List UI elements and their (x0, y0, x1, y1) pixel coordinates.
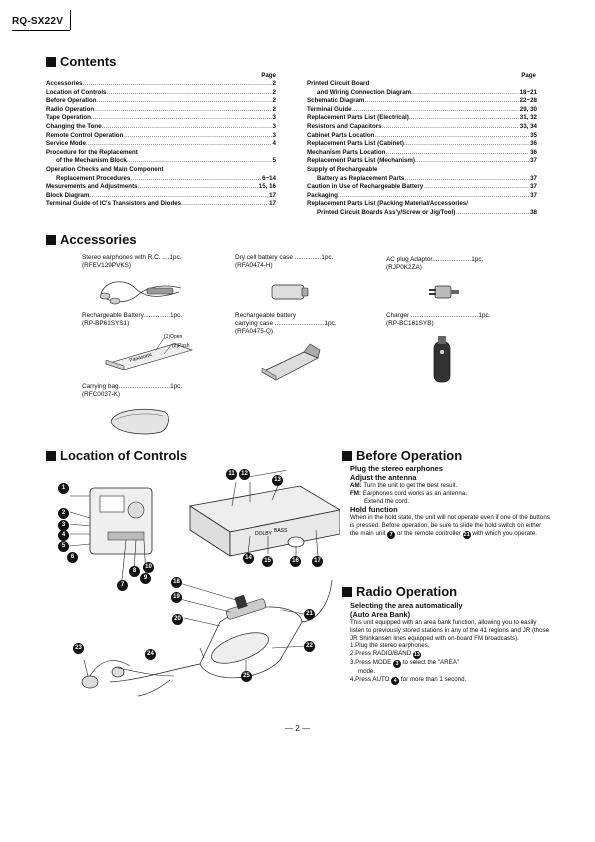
toc-entry (46, 89, 276, 98)
callout-8: 8 (129, 566, 140, 577)
controls-diagram (50, 470, 340, 720)
toc-entry (307, 140, 537, 149)
toc-leader-dots (411, 89, 518, 98)
toc-entry (307, 192, 537, 201)
toc-entry (307, 200, 537, 209)
toc-entry-page: 18~21 (519, 88, 537, 96)
toc-entry (307, 157, 537, 166)
toc-entry-page: 2 (272, 97, 276, 105)
toc-entry (46, 80, 276, 89)
toc-leader-dots (102, 123, 272, 132)
toc-entry-page: 15, 16 (258, 183, 276, 191)
toc-entry-title: Tape Operation (46, 114, 91, 122)
radio-operation-body: Selecting the area automatically (Auto Area Bank) This unit equipped with an area bank function, allowing you to easily listen to previously stored stations in any of the 41 regions and JR (those JR Shinkansen lines equipped with on-board FM broadcasts). 1.Plug the stereo earphones. 2.Press RADIO/BAND 13 3.Press MODE 3 to select the "AREA" mode. 4.Press AUTO 4 for more than 1 second. (350, 601, 550, 684)
toc-entry-title: Supply of Rechargeable (307, 165, 378, 173)
callout-19: 19 (171, 592, 182, 603)
toc-leader-dots (364, 97, 518, 106)
toc-entry-page: 36 (530, 140, 537, 148)
toc-entry (307, 149, 537, 158)
accessory-carrying-case: Rechargeable battery carrying case ............................1pc. (RFA0475-Q) (235, 312, 337, 335)
toc-entry-page: 2 (272, 88, 276, 96)
toc-entry-title: Before Operation (46, 97, 97, 105)
toc-entry-page: 33, 34 (519, 122, 537, 130)
callout-25: 25 (241, 671, 252, 682)
toc-entry-title: Battery as Replacement Parts (317, 174, 405, 182)
accessories-heading: Accessories (46, 232, 137, 247)
toc-leader-dots (82, 80, 271, 89)
callout-22: 22 (304, 641, 315, 652)
toc-entry-title: Terminal Guide of IC's Transistors and Diodes (46, 200, 182, 208)
toc-entry-page: 5 (272, 157, 276, 165)
toc-entry-title: Mechanism Parts Location (307, 148, 386, 156)
callout-24: 24 (145, 649, 156, 660)
toc-entry-title: Operation Checks and Main Component (46, 165, 164, 173)
toc-entry-page: 17 (269, 191, 276, 199)
toc-entry-page: 17 (269, 200, 276, 208)
toc-entry-page: 35 (530, 131, 537, 139)
battery-open-label: (1)Open (164, 334, 183, 340)
toc-entry (46, 140, 276, 149)
toc-entry (46, 183, 276, 192)
toc-entry-title: Printed Circuit Board (307, 80, 370, 87)
callout-16: 16 (290, 556, 301, 567)
toc-entry-title: Accessories (46, 80, 83, 87)
accessory-carrying-bag: Carrying bag.............................1pc. (RFC0037-K) (82, 383, 183, 398)
toc-entry-page: 36 (530, 148, 537, 156)
toc-entry (46, 175, 276, 184)
toc-entry (46, 166, 276, 175)
toc-entry (46, 97, 276, 106)
toc-entry (307, 106, 537, 115)
toc-entry-page: 3 (272, 122, 276, 130)
toc-left-column (46, 80, 276, 209)
accessory-earphones: Stereo earphones with R.C. ....1pc. (RFEV129PVKS) (82, 254, 182, 269)
toc-entry-page: 6~14 (262, 174, 276, 182)
toc-entry (46, 149, 276, 158)
toc-entry-page: 31, 32 (519, 114, 537, 122)
callout-badge: 13 (413, 652, 420, 659)
toc-entry-page: 37 (530, 174, 537, 182)
toc-entry (46, 114, 276, 123)
accessory-battery-case: Dry cell battery case ...............1pc. (RFA0474-H) (235, 254, 334, 269)
toc-entry-page: 37 (530, 183, 537, 191)
toc-entry-title: Printed Circuit Boards Ass'y/Screw or Jig/Tool) (317, 208, 456, 216)
toc-entry-title: and Wiring Connection Diagram (317, 88, 412, 96)
toc-entry-page: 29, 30 (519, 105, 537, 113)
earphones-illustration (95, 274, 185, 308)
toc-right-column (307, 80, 537, 218)
toc-leader-dots (130, 175, 261, 184)
toc-entry-title: Procedure for the Replacement (46, 148, 138, 156)
toc-leader-dots (123, 132, 271, 141)
toc-leader-dots (94, 106, 271, 115)
location-of-controls-heading: Location of Controls (46, 448, 187, 463)
before-operation-body: Plug the stereo earphones Adjust the antenna AM: Turn the unit to get the best result. FM: Earphones cord works as an antenna. Extend the cord. Hold function When in the hold state, the unit will not operate even if one of the buttons is pressed. Before operation, be sure to slide the hold switch on either the main unit 7 or the remote controller 21 with which you operate. (350, 464, 550, 538)
toc-leader-dots (127, 157, 272, 166)
toc-leader-dots (107, 89, 272, 98)
toc-entry-title: Block Diagram (46, 191, 90, 199)
toc-entry (307, 132, 537, 141)
callout-13: 13 (272, 475, 283, 486)
toc-entry-page: 2 (272, 105, 276, 113)
toc-entry-title: Remote Control Operation (46, 131, 124, 139)
callout-4: 4 (58, 530, 69, 541)
toc-entry-title: Replacement Procedures (56, 174, 131, 182)
square-bullet-icon (46, 57, 56, 67)
toc-leader-dots (404, 140, 529, 149)
callout-7: 7 (117, 580, 128, 591)
callout-17: 17 (312, 556, 323, 567)
toc-leader-dots (385, 149, 529, 158)
ac-plug-illustration (425, 278, 465, 306)
toc-entry (307, 175, 537, 184)
toc-entry-page: 37 (530, 157, 537, 165)
contents-heading: Contents (46, 54, 116, 69)
toc-leader-dots (97, 97, 272, 106)
toc-entry-title: Resistors and Capacitors (307, 122, 382, 130)
callout-5: 5 (58, 541, 69, 552)
callout-23: 23 (73, 643, 84, 654)
toc-entry (46, 106, 276, 115)
toc-leader-dots (374, 132, 529, 141)
toc-entry-page: 22~28 (519, 97, 537, 105)
toc-entry-title: Replacement Parts List (Cabinet) (307, 140, 404, 148)
toc-entry (46, 200, 276, 209)
toc-leader-dots (404, 175, 529, 184)
toc-entry-page: 37 (530, 191, 537, 199)
callout-21: 21 (304, 609, 315, 620)
callout-14: 14 (243, 553, 254, 564)
charger-illustration (424, 332, 464, 388)
toc-entry (307, 97, 537, 106)
callout-9: 9 (140, 573, 151, 584)
toc-leader-dots (86, 140, 272, 149)
toc-entry (307, 209, 537, 218)
callout-20: 20 (172, 614, 183, 625)
toc-leader-dots (409, 114, 519, 123)
toc-entry (307, 80, 537, 89)
toc-leader-dots (415, 157, 529, 166)
toc-leader-dots (181, 200, 268, 209)
toc-entry-title: Mesurements and Adjustments (46, 183, 138, 191)
toc-entry-title: Caution in Use of Rechargeable Battery (307, 183, 424, 191)
toc-entry (307, 183, 537, 192)
callout-6: 6 (67, 552, 78, 563)
accessory-ac-adaptor: AC plug Adaptor......................1pc. (RJP0K2ZA) (386, 256, 484, 271)
square-bullet-icon (46, 235, 56, 245)
toc-page-label-right: Page (521, 72, 536, 79)
square-bullet-icon (342, 451, 352, 461)
toc-leader-dots (89, 192, 268, 201)
toc-entry-title: Replacement Parts List (Packing Material/Accessories/ (307, 200, 468, 208)
callout-12: 12 (239, 469, 250, 480)
toc-leader-dots (138, 183, 258, 192)
battery-case-illustration (268, 279, 312, 305)
toc-leader-dots (91, 114, 272, 123)
callout-1: 1 (58, 483, 69, 494)
callout-18: 18 (171, 577, 182, 588)
callout-3: 3 (58, 520, 69, 531)
accessory-charger: Charger ......................................1pc. (RP-BC161SYB) (386, 312, 491, 327)
before-operation-heading: Before Operation (342, 448, 462, 463)
toc-leader-dots (352, 106, 519, 115)
toc-entry-page: 3 (272, 131, 276, 139)
toc-entry-title: Packaging (307, 191, 338, 199)
toc-leader-dots (423, 183, 529, 192)
callout-10: 10 (143, 562, 154, 573)
square-bullet-icon (46, 451, 56, 461)
toc-entry-title: Replacement Parts List (Mechanism) (307, 157, 415, 165)
toc-entry (307, 123, 537, 132)
unit-label-dolby: DOLBY (255, 531, 272, 537)
callout-15: 15 (262, 556, 273, 567)
callout-badge: 4 (391, 677, 399, 685)
toc-entry-page: 3 (272, 114, 276, 122)
carrying-bag-illustration (105, 402, 175, 438)
toc-entry (46, 192, 276, 201)
carrying-case-illustration (258, 342, 324, 382)
battery-push-label: (2)Push (172, 343, 190, 349)
toc-page-label-left: Page (261, 72, 276, 79)
callout-badge: 7 (387, 531, 395, 539)
page-number: — 2 — (285, 724, 310, 733)
square-bullet-icon (342, 587, 352, 597)
radio-operation-heading: Radio Operation (342, 584, 457, 599)
toc-entry-title: Changing the Tone (46, 122, 102, 130)
toc-entry-page: 38 (530, 208, 537, 216)
model-number: RQ-SX22V (12, 16, 64, 27)
toc-leader-dots (455, 209, 529, 218)
toc-entry (46, 157, 276, 166)
toc-entry-title: Schematic Diagram (307, 97, 365, 105)
toc-leader-dots (382, 123, 519, 132)
toc-entry-title: Cabinet Parts Location (307, 131, 375, 139)
toc-entry (307, 166, 537, 175)
toc-entry (307, 114, 537, 123)
model-divider (70, 10, 71, 30)
toc-entry-title: Terminal Guide (307, 105, 352, 113)
callout-11: 11 (226, 469, 237, 480)
unit-label-bass: BASS (274, 528, 288, 534)
battery-brand-text: Panasonic (128, 351, 154, 364)
toc-entry-title: Location of Controls (46, 88, 107, 96)
toc-entry-page: 2 (272, 80, 276, 87)
toc-entry-page: 4 (272, 140, 276, 148)
toc-entry-title: of the Mechanism Block (56, 157, 127, 165)
toc-entry-title: Service Mode (46, 140, 86, 148)
toc-entry-title: Radio Operation (46, 105, 95, 113)
toc-leader-dots (338, 192, 529, 201)
rechargeable-battery-illustration (100, 330, 200, 370)
callout-badge: 3 (393, 660, 401, 668)
toc-entry (307, 89, 537, 98)
toc-entry (46, 123, 276, 132)
callout-badge: 21 (463, 531, 470, 538)
toc-entry (46, 132, 276, 141)
callout-2: 2 (58, 508, 69, 519)
model-underline (12, 30, 70, 31)
accessory-rechargeable-battery: Rechargeable Battery...............1pc. (RP-BP61SYS1) (82, 312, 183, 327)
toc-entry-title: Replacement Parts List (Electrical) (307, 114, 409, 122)
